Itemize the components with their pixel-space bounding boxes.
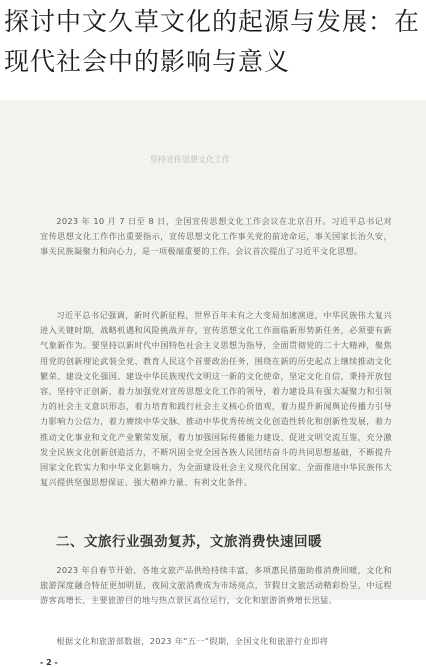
faint-section-heading: 坚持宣传思想文化工作 xyxy=(150,155,230,164)
paragraph-conference: 2023 年 10 月 7 日至 8 日，全国宣传思想文化工作会议在北京召开。习近平总书记对宣传思想文化工作作出重要指示，宣传思想文化工作事关党的前途命运，事关国家长治久安，事关民族凝聚力和向心力，是一项极端重要的工作。会议首次提出了习近平文化思想。 xyxy=(40,216,392,257)
section-heading: 二、文旅行业强劲复苏，文旅消费快速回暖 xyxy=(56,534,322,550)
paragraph-tourism: 2023 年自春节开始，各地文旅产品供给持续丰富，多项惠民措施助推消费回暖，文化和旅游深度融合特征更加明显，夜间文旅消费成为市场亮点，节假日文旅活动精彩纷呈，中远程游客高增长，主要旅游目的地与热点景区高位运行，文化和旅游消费增长迅猛。 xyxy=(40,565,392,606)
paragraph-statistics: 根据文化和旅游部数据，2023 年“五一”假期，全国文化和旅游行业即将 xyxy=(56,636,329,646)
paragraph-speech: 习近平总书记强调，新时代新征程，世界百年未有之大变局加速演进，中华民族伟大复兴进入关键时期，战略机遇和风险挑战并存，宣传思想文化工作面临新形势新任务，必须要有新气象新作为。要坚持以新时代中国特色社会主义思想为指导，全面贯彻党的二十大精神，聚焦用党的创新理论武装全党、教育人民这个首要政治任务，围绕在新的历史起点上继续推动文化繁荣、建设文化强国、建设中华民族现代文明这一新的文化使命，坚定文化自信，秉持开放包容，坚持守正创新，着力加强党对宣传思想文化工作的领导，着力建设具有强大凝聚力和引领力的社会主义意识形态，着力培育和践行社会主义核心价值观，着力提升新闻舆论传播力引导力影响力公信力，着力赓续中华文脉、推动中华优秀传统文化创造性转化和创新性发展，着力推动文化事业和文化产业繁荣发展，着力加强国际传播能力建设、促进文明交流互鉴，充分激发全民族文化创新创造活力，不断巩固全党全国各族人民团结奋斗的共同思想基础，不断提升国家文化软实力和中华文化影响力，为全面建设社会主义现代化国家、全面推进中华民族伟大复兴提供坚强思想保证、强大精神力量、有利文化条件。 xyxy=(40,310,392,488)
title-bar xyxy=(0,0,426,100)
page-number: - 2 - xyxy=(40,658,58,667)
document-page xyxy=(0,100,426,667)
page-title: 探讨中文久草文化的起源与发展：在现代社会中的影响与意义 xyxy=(4,7,421,76)
